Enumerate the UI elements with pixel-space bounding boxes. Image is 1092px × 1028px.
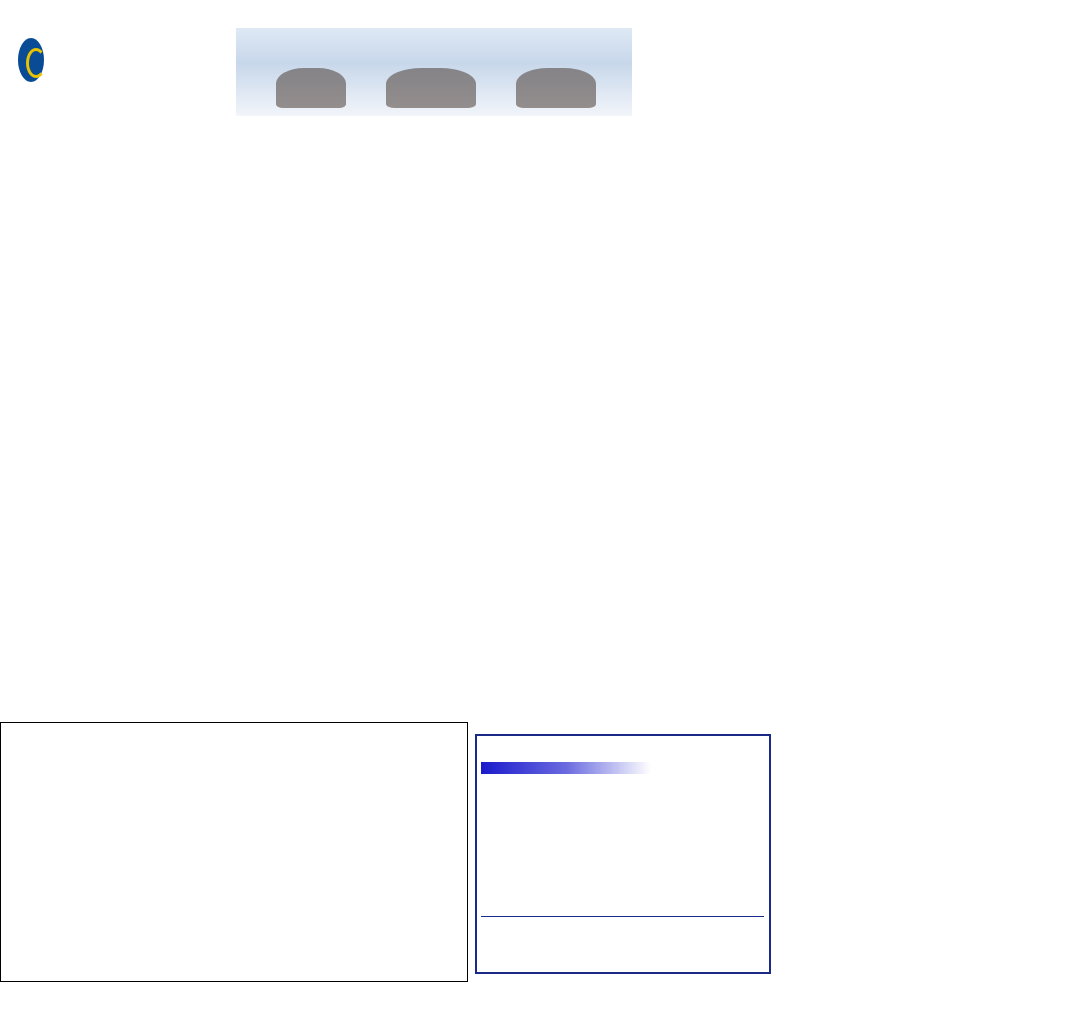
header-banner [236, 28, 632, 116]
card-source-info [522, 775, 529, 786]
card-header-bar [481, 762, 764, 774]
logo-emblem-icon [18, 38, 44, 82]
six-zodiac-panel [0, 722, 468, 982]
card-divider [481, 916, 764, 917]
defense-numbers [48, 951, 53, 971]
last-draw-result [186, 986, 214, 1001]
jockey-club-logo[interactable] [14, 36, 124, 92]
